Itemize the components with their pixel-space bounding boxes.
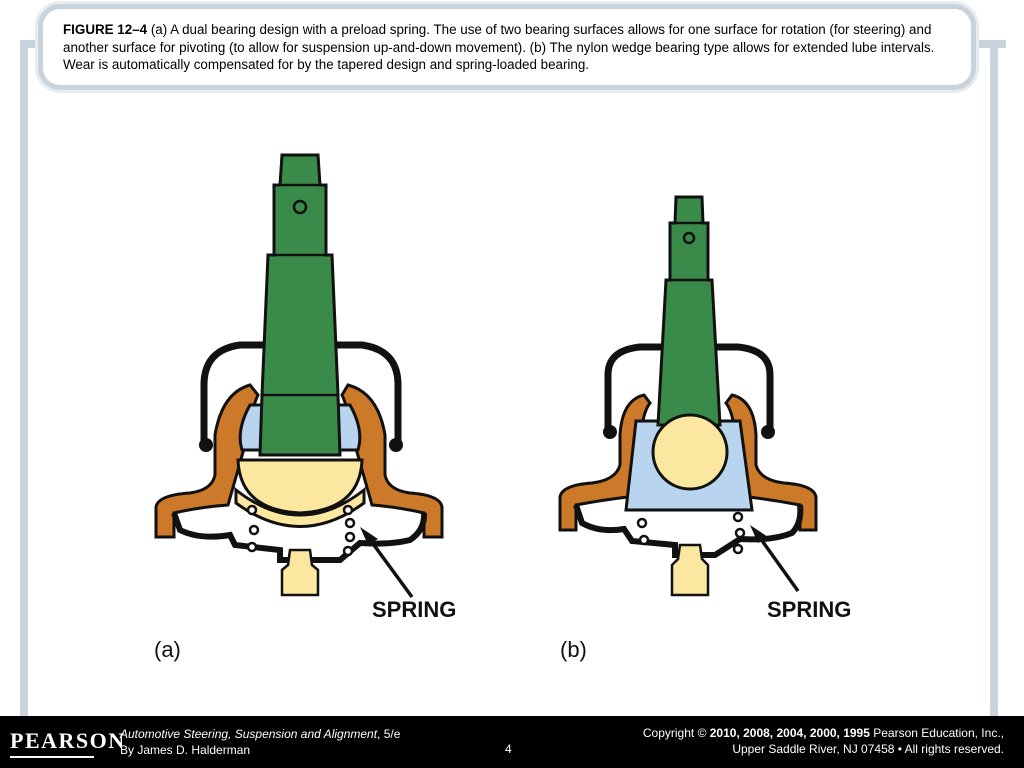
logo-underline [10, 756, 94, 758]
copyright-address: Upper Saddle River, NJ 07458 • All rights reserved. [732, 742, 1004, 756]
figure-label: FIGURE 12–4 [63, 22, 148, 37]
pearson-logo: PEARSON [10, 728, 126, 753]
panel-b-right-rivet [761, 425, 775, 439]
copyright-prefix: Copyright © [642, 726, 710, 740]
book-title: Automotive Steering, Suspension and Alignment [120, 727, 378, 741]
ball-joint-diagram [140, 145, 880, 675]
figure-caption [63, 21, 943, 74]
panel-b-label: (b) [560, 637, 587, 662]
panel-b-ball [653, 415, 727, 489]
book-edition: , 5/e [377, 727, 401, 741]
panel-a-right-rivet [389, 438, 403, 452]
panel-a-grease-fitting [282, 550, 318, 595]
panel-a-drawing [156, 155, 442, 597]
figure-illustration [140, 145, 880, 675]
book-credit [120, 726, 400, 758]
panel-a-spring-label: SPRING [372, 597, 457, 622]
panel-a-left-rivet [199, 438, 213, 452]
caption-body: (a) A dual bearing design with a preload spring. The use of two bearing surfaces allows for one surface for rotation (for steering) and another surface for pivoting (to allow for suspension up-and-down movement). (b) The nylon wedge bearing type allows for extended lube intervals. Wear is automatically compensated for by the tapered design and spring-loaded bearing. [63, 22, 935, 72]
panel-b-spring-label: SPRING [767, 597, 852, 622]
panel-b-stud [658, 197, 720, 425]
caption-box [38, 4, 976, 90]
panel-b-drawing [560, 197, 816, 595]
panel-b-left-rivet [603, 425, 617, 439]
copyright-notice [643, 725, 1004, 757]
copyright-publisher: Pearson Education, Inc., [869, 726, 1004, 740]
book-author: By James D. Halderman [120, 743, 251, 757]
copyright-years: 2010, 2008, 2004, 2000, 1995 [709, 726, 870, 740]
panel-a-label: (a) [154, 637, 181, 662]
page-number: 4 [505, 742, 512, 756]
panel-b-spring-arrow [758, 535, 798, 591]
slide-footer [0, 716, 1024, 768]
